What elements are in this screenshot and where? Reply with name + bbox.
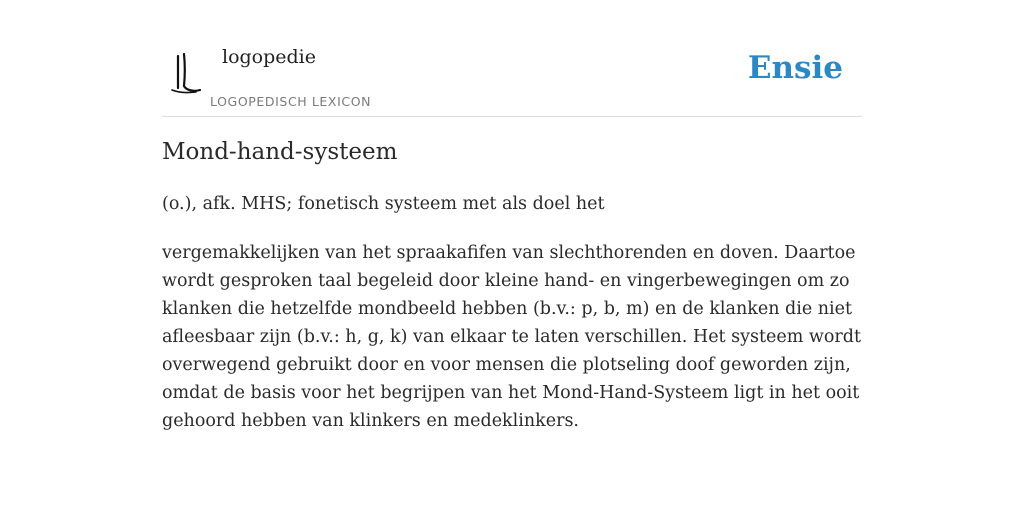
- article-intro: (o.), afk. MHS; fonetisch systeem met als doel het: [162, 194, 605, 214]
- brand-logo[interactable]: Ensie: [747, 50, 843, 86]
- letter-l-logo-icon[interactable]: [166, 48, 204, 98]
- article-body: vergemakkelijken van het spraakafifen van slechthorenden en doven. Daartoe wordt gesproken taal begeleid door kleine hand- en vingerbewegingen om zo klanken die hetzelfde mondbeeld hebben (b.v.: p, b, m) en de klanken die niet afleesbaar zijn (b.v.: h, g, k) van elkaar te laten verschillen. Het systeem wordt overwegend gebruikt door en voor mensen die plotseling doof geworden zijn, omdat de basis voor het begrijpen van het Mond-Hand-Systeem ligt in het ooit gehoord hebben van klinkers en medeklinkers.: [162, 243, 862, 431]
- site-tagline: LOGOPEDISCH LEXICON: [210, 94, 372, 109]
- site-name[interactable]: logopedie: [222, 46, 317, 68]
- site-header: [162, 38, 862, 117]
- article-title: Mond-hand-systeem: [162, 139, 398, 165]
